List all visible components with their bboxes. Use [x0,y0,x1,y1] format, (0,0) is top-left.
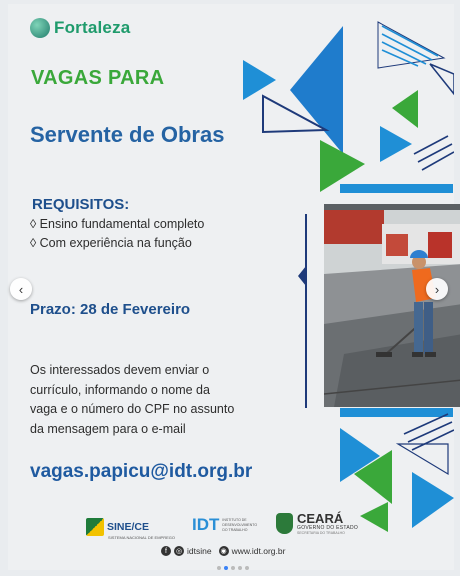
facebook-icon: f [161,546,171,556]
carousel-next-button[interactable]: › [426,278,448,300]
deadline: Prazo: 28 de Fevereiro [30,301,191,318]
instagram-icon: ◎ [175,548,183,555]
brand-header [30,18,130,38]
fortaleza-logo-icon [30,18,50,38]
social-footer [161,546,285,556]
worker-illustration [324,204,460,407]
sine-mark-icon [86,518,104,536]
social-handle: idtsine [187,546,212,556]
ceara-logo-text: CEARÁ [297,511,344,526]
ceara-seal-icon [276,513,293,534]
website-link[interactable]: www.idt.org.br [231,546,286,556]
carousel-prev-button[interactable]: ‹ [10,278,32,300]
carousel-dot[interactable] [245,566,249,570]
carousel-dot[interactable] [231,566,235,570]
ceara-logo-secretaria: SECRETARIA DO TRABALHO [297,531,345,535]
side-shapes [298,214,306,408]
requisito-item: ◊ Com experiência na função [30,236,192,250]
requisito-item: ◊ Ensino fundamental completo [30,217,205,231]
ceara-logo-subtitle: GOVERNO DO ESTADO [297,525,359,531]
construction-worker-photo [324,204,460,407]
sine-logo-subtitle: SISTEMA NACIONAL DE EMPREGO [108,535,175,540]
sine-ce-logo [86,518,175,540]
globe-icon: ◉ [220,548,227,555]
requisitos-title: REQUISITOS: [32,196,130,213]
idt-logo [192,515,256,535]
vagas-para-heading: VAGAS PARA [31,67,165,89]
ceara-government-logo [276,512,358,535]
job-title: Servente de Obras [30,122,225,147]
idt-logo-text: IDT [192,515,220,534]
partner-logos [86,512,386,548]
brand-name: Fortaleza [54,18,131,37]
contact-email[interactable]: vagas.papicu@idt.org.br [30,461,253,482]
top-right-triangles [243,22,454,193]
job-flyer [8,4,454,570]
application-instructions: Os interessados devem enviar o currículo, informando o nome da vaga e o número do CPF no assunto da mensagem para o e-mail [30,363,235,436]
carousel-dot[interactable] [238,566,242,570]
carousel-dot[interactable] [224,566,228,570]
requisitos-list [30,215,204,253]
sine-logo-text: SINE/CE [107,521,150,533]
carousel-indicator [217,566,249,570]
carousel-dot[interactable] [217,566,221,570]
idt-logo-subtitle: INSTITUTO DE DESENVOLVIMENTO DO TRABALHO [222,517,258,532]
